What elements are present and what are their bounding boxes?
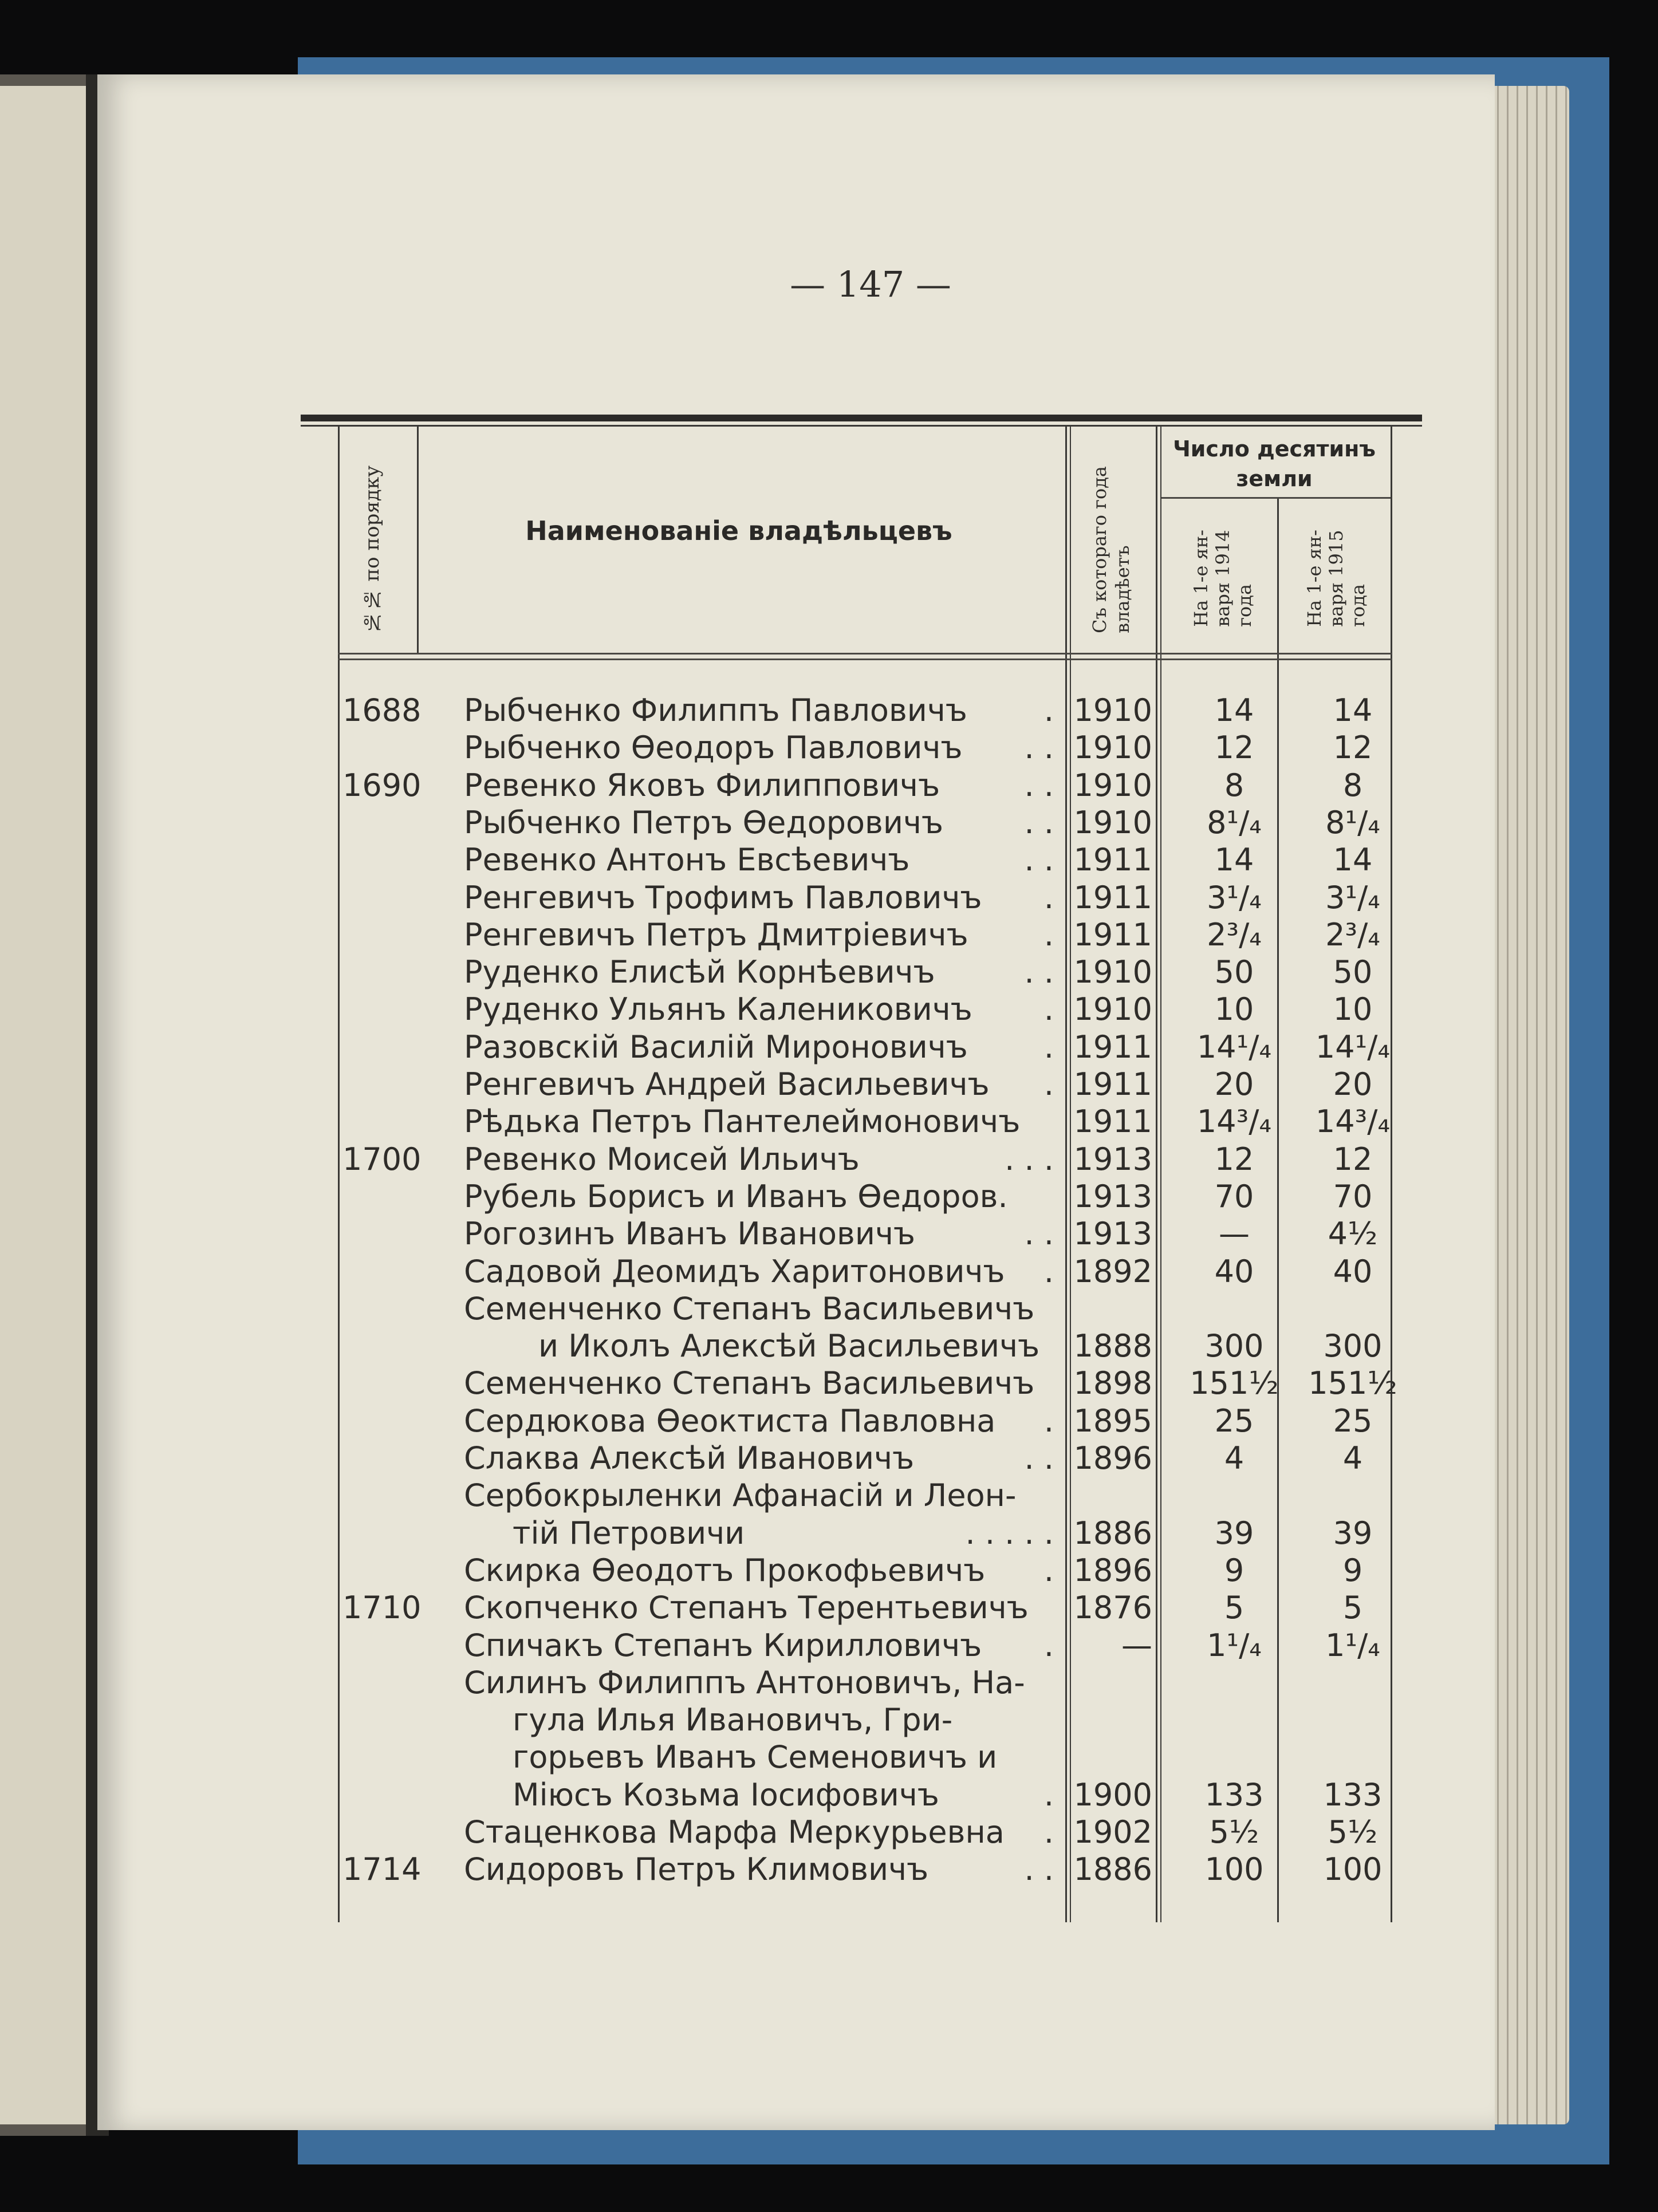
land-1915: 39 xyxy=(1333,1515,1373,1551)
header-land-1915: На 1-е ян- варя 1915 года xyxy=(1303,530,1369,627)
table-row xyxy=(97,1178,1495,1215)
leader-dots: . xyxy=(1043,1776,1054,1813)
header-land-group: Число десятинъ земли xyxy=(1173,436,1376,491)
since-year: 1911 xyxy=(1073,1028,1152,1065)
since-year: — xyxy=(1121,1627,1152,1663)
table-row xyxy=(97,1552,1495,1589)
table-row xyxy=(97,1327,1495,1365)
table-row xyxy=(97,1440,1495,1477)
land-1915: 12 xyxy=(1333,1141,1373,1177)
leader-dots: . . xyxy=(1024,730,1054,766)
land-1915 xyxy=(1307,1290,1399,1327)
land-1914 xyxy=(1186,1738,1283,1776)
since-year: 1911 xyxy=(1073,842,1152,878)
table-row xyxy=(97,1253,1495,1290)
land-1914 xyxy=(1186,1477,1283,1514)
table-row xyxy=(97,1402,1495,1440)
table-row xyxy=(97,1215,1495,1252)
land-1914: 5 xyxy=(1224,1590,1245,1626)
owner-name: Скопченко Степанъ Терентьевичъ xyxy=(464,1590,1029,1626)
table-row xyxy=(97,1851,1495,1888)
land-1915: 14 xyxy=(1333,842,1373,878)
table-row xyxy=(97,916,1495,953)
row-number: 1700 xyxy=(342,1141,422,1177)
land-1914 xyxy=(1186,1664,1283,1701)
table-row xyxy=(97,1627,1495,1664)
land-1914: 39 xyxy=(1214,1515,1254,1551)
owner-name: Семенченко Степанъ Васильевичъ xyxy=(464,1365,1035,1402)
header-bottom-rule-2 xyxy=(338,659,1392,660)
land-1915: 1¹/₄ xyxy=(1325,1627,1380,1663)
column-divider-number xyxy=(417,425,419,654)
land-1915: 14 xyxy=(1333,692,1373,728)
owner-name: Спичакъ Степанъ Кирилловичъ . xyxy=(464,1627,1054,1663)
land-1914: 8 xyxy=(1224,767,1245,803)
table-row xyxy=(97,841,1495,878)
land-1914: 151½ xyxy=(1190,1365,1279,1402)
owner-name: Ревенко Моисей Ильичъ . . . xyxy=(464,1141,1054,1177)
land-1914: — xyxy=(1219,1216,1250,1252)
land-1915: 8 xyxy=(1342,767,1363,803)
land-1915: 50 xyxy=(1333,954,1373,991)
since-year: 1910 xyxy=(1073,692,1152,728)
owner-name: Ревенко Антонъ Евсѣевичъ . . xyxy=(464,842,1054,878)
land-1914: 14¹/₄ xyxy=(1196,1028,1272,1065)
leader-dots: . xyxy=(1043,1253,1054,1290)
owner-name: Мiюсъ Козьма Iосифовичъ . xyxy=(513,1776,1054,1813)
land-1914: 4 xyxy=(1224,1440,1245,1476)
table-row xyxy=(97,1141,1495,1178)
leader-dots: . xyxy=(1043,1028,1054,1065)
land-1914: 100 xyxy=(1204,1851,1264,1888)
since-year: 1911 xyxy=(1073,1066,1152,1102)
since-year: 1913 xyxy=(1073,1141,1152,1177)
land-1915 xyxy=(1307,1701,1399,1738)
since-year: 1902 xyxy=(1073,1814,1152,1850)
since-year: 1886 xyxy=(1073,1851,1152,1888)
land-1914: 70 xyxy=(1214,1178,1254,1215)
land-1915: 8¹/₄ xyxy=(1325,804,1380,841)
since-year: 1886 xyxy=(1073,1515,1152,1551)
land-1914 xyxy=(1186,1701,1283,1738)
left-page-edge xyxy=(0,86,91,2124)
land-1915: 12 xyxy=(1333,730,1373,766)
since-year: 1898 xyxy=(1073,1365,1152,1402)
leader-dots: . xyxy=(1043,916,1054,953)
owner-name: Рыбченко Ѳеодоръ Павловичъ . . xyxy=(464,730,1054,766)
owner-name: Силинъ Филиппъ Антоновичъ, На- xyxy=(464,1664,1025,1701)
since-year: 1910 xyxy=(1073,767,1152,803)
owner-name: Сербокрыленки Афанасiй и Леон- xyxy=(464,1477,1017,1514)
table-row xyxy=(97,1738,1495,1776)
owner-name: Скирка Ѳеодотъ Прокофьевичъ . xyxy=(464,1552,1054,1588)
leader-dots: . . xyxy=(1024,954,1054,991)
row-number: 1690 xyxy=(342,767,422,803)
owner-name: Разовскiй Василiй Мироновичъ . xyxy=(464,1028,1054,1065)
leader-dots: . xyxy=(1043,692,1054,728)
land-1915: 133 xyxy=(1323,1776,1383,1813)
land-1915 xyxy=(1307,1477,1399,1514)
leader-dots: . . xyxy=(1024,1440,1054,1476)
leader-dots: . . xyxy=(1024,842,1054,878)
owner-name: Ренгевичъ Петръ Дмитрiевичъ . xyxy=(464,916,1054,953)
since-year: 1913 xyxy=(1073,1178,1152,1215)
land-1915: 5 xyxy=(1342,1590,1363,1626)
land-1915: 14¹/₄ xyxy=(1315,1028,1391,1065)
header-number: №№ по порядку xyxy=(361,466,384,634)
land-1915: 25 xyxy=(1333,1402,1373,1439)
land-1915: 300 xyxy=(1323,1328,1383,1365)
owner-name: Руденко Ульянъ Каленикoвичъ . xyxy=(464,991,1054,1028)
table-row xyxy=(97,767,1495,804)
land-1915: 100 xyxy=(1323,1851,1383,1888)
land-1915: 14³/₄ xyxy=(1315,1103,1391,1140)
row-number: 1688 xyxy=(342,692,422,728)
land-1914: 3¹/₄ xyxy=(1207,879,1262,916)
owner-name: Руденко Елисѣй Корнѣевичъ . . xyxy=(464,954,1054,991)
land-1915: 40 xyxy=(1333,1253,1373,1290)
table-row xyxy=(97,1365,1495,1402)
table-row xyxy=(97,953,1495,991)
since-year: 1888 xyxy=(1073,1328,1152,1365)
table-row xyxy=(97,729,1495,766)
table-row xyxy=(97,1477,1495,1514)
land-1915: 9 xyxy=(1342,1552,1363,1588)
land-1914: 25 xyxy=(1214,1402,1254,1439)
table-row xyxy=(97,1515,1495,1552)
leader-dots: . . xyxy=(1024,804,1054,841)
owner-name: Рогозинъ Иванъ Ивановичъ . . xyxy=(464,1216,1054,1252)
owner-name: Рубель Борисъ и Иванъ Ѳедоров. xyxy=(464,1178,1008,1215)
land-1915 xyxy=(1307,1738,1399,1776)
owner-name: Ренгевичъ Трофимъ Павловичъ . xyxy=(464,879,1054,916)
leader-dots: . xyxy=(1043,991,1054,1028)
table-row xyxy=(97,1776,1495,1813)
land-1914: 50 xyxy=(1214,954,1254,991)
table-row xyxy=(97,1066,1495,1103)
land-1914: 20 xyxy=(1214,1066,1254,1102)
owner-name: Стаценкова Марфа Меркурьевна . xyxy=(464,1814,1054,1850)
since-year: 1876 xyxy=(1073,1590,1152,1626)
land-1914: 300 xyxy=(1204,1328,1264,1365)
table-top-rule-thin xyxy=(301,425,1422,427)
leader-dots: . xyxy=(1043,1627,1054,1663)
land-1915: 4½ xyxy=(1328,1216,1378,1252)
since-year: 1910 xyxy=(1073,991,1152,1028)
land-1914: 14³/₄ xyxy=(1196,1103,1272,1140)
header-since-year: Съ котораго года владѣетъ xyxy=(1089,466,1133,633)
land-1914: 133 xyxy=(1204,1776,1264,1813)
land-1914: 8¹/₄ xyxy=(1207,804,1262,841)
header-land-1914: На 1-е ян- варя 1914 года xyxy=(1190,530,1255,627)
land-1914: 5½ xyxy=(1209,1814,1259,1850)
since-year: 1895 xyxy=(1073,1402,1152,1439)
table-row xyxy=(97,991,1495,1028)
owner-name: Слаква Алексѣй Ивановичъ . . xyxy=(464,1440,1054,1476)
since-year: 1911 xyxy=(1073,916,1152,953)
land-1914: 2³/₄ xyxy=(1207,916,1262,953)
land-1915: 5½ xyxy=(1328,1814,1378,1850)
owner-name: и Иколъ Алексѣй Васильевичъ xyxy=(538,1328,1040,1365)
land-1914: 1¹/₄ xyxy=(1207,1627,1262,1663)
table-row xyxy=(97,1813,1495,1851)
owner-name: тiй Петровичи . . . . . xyxy=(513,1515,1054,1551)
land-1915: 10 xyxy=(1333,991,1373,1028)
leader-dots: . . . . . xyxy=(965,1515,1054,1551)
land-1914: 14 xyxy=(1214,842,1254,878)
leader-dots: . . . xyxy=(1005,1141,1054,1177)
table-row xyxy=(97,879,1495,916)
leader-dots: . . xyxy=(1024,1851,1054,1888)
row-number: 1710 xyxy=(342,1590,422,1626)
land-1915: 2³/₄ xyxy=(1325,916,1380,953)
land-1914: 14 xyxy=(1214,692,1254,728)
land-1914: 12 xyxy=(1214,730,1254,766)
since-year: 1911 xyxy=(1073,879,1152,916)
since-year: 1913 xyxy=(1073,1216,1152,1252)
since-year: 1910 xyxy=(1073,804,1152,841)
since-year: 1911 xyxy=(1073,1103,1152,1140)
page-number: — 147 — xyxy=(790,263,951,305)
owner-name: горьевъ Иванъ Семеновичъ и xyxy=(513,1739,998,1776)
table-row xyxy=(97,1103,1495,1140)
owner-name: Семенченко Степанъ Васильевичъ xyxy=(464,1290,1035,1327)
owner-name: Рѣдька Петръ Пантелеймоновичъ xyxy=(464,1103,1021,1140)
owner-name: Рыбченко Петръ Ѳедоровичъ . . xyxy=(464,804,1054,841)
owner-name: Рыбченко Филиппъ Павловичъ . xyxy=(464,692,1054,728)
land-1915: 3¹/₄ xyxy=(1325,879,1380,916)
land-1914: 40 xyxy=(1214,1253,1254,1290)
land-1915: 20 xyxy=(1333,1066,1373,1102)
owner-name: Сердюкова Ѳеоктиста Павловна . xyxy=(464,1402,1054,1439)
owner-name: Ренгевичъ Андрей Васильевичъ . xyxy=(464,1066,1054,1102)
land-1914 xyxy=(1186,1290,1283,1327)
header-owner-name: Наименованiе владѣльцевъ xyxy=(525,515,952,546)
owner-name: Ревенко Яковъ Филипповичъ . . xyxy=(464,767,1054,803)
land-1915: 4 xyxy=(1342,1440,1363,1476)
since-year: 1892 xyxy=(1073,1253,1152,1290)
land-1915 xyxy=(1307,1664,1399,1701)
land-1914: 9 xyxy=(1224,1552,1245,1588)
owner-name: гула Илья Ивановичъ, Гри- xyxy=(513,1702,953,1738)
leader-dots: . xyxy=(1043,879,1054,916)
table-row xyxy=(97,804,1495,841)
table-top-rule xyxy=(301,415,1422,421)
leader-dots: . xyxy=(1043,1402,1054,1439)
page-stack-edge xyxy=(1489,86,1569,2124)
leader-dots: . xyxy=(1043,1552,1054,1588)
land-1914: 10 xyxy=(1214,991,1254,1028)
since-year: 1910 xyxy=(1073,730,1152,766)
since-year: 1896 xyxy=(1073,1552,1152,1588)
owner-name: Садовой Деомидъ Харитоновичъ . xyxy=(464,1253,1054,1290)
table-row xyxy=(97,692,1495,729)
table-row xyxy=(97,1589,1495,1626)
book-page xyxy=(97,74,1495,2130)
table-row xyxy=(97,1664,1495,1701)
since-year: 1896 xyxy=(1073,1440,1152,1476)
leader-dots: . xyxy=(1043,1814,1054,1850)
leader-dots: . xyxy=(1043,1066,1054,1102)
leader-dots: . . xyxy=(1024,1216,1054,1252)
table-row xyxy=(97,1290,1495,1327)
land-group-divider xyxy=(1161,497,1391,499)
leader-dots: . . xyxy=(1024,767,1054,803)
since-year: 1910 xyxy=(1073,954,1152,991)
row-number: 1714 xyxy=(342,1851,422,1888)
land-1915: 70 xyxy=(1333,1178,1373,1215)
land-1914: 12 xyxy=(1214,1141,1254,1177)
since-year: 1900 xyxy=(1073,1776,1152,1813)
table-row xyxy=(97,1028,1495,1066)
land-1915: 151½ xyxy=(1308,1365,1397,1402)
owner-name: Сидоровъ Петръ Климовичъ . . xyxy=(464,1851,1054,1888)
table-row xyxy=(97,1701,1495,1738)
